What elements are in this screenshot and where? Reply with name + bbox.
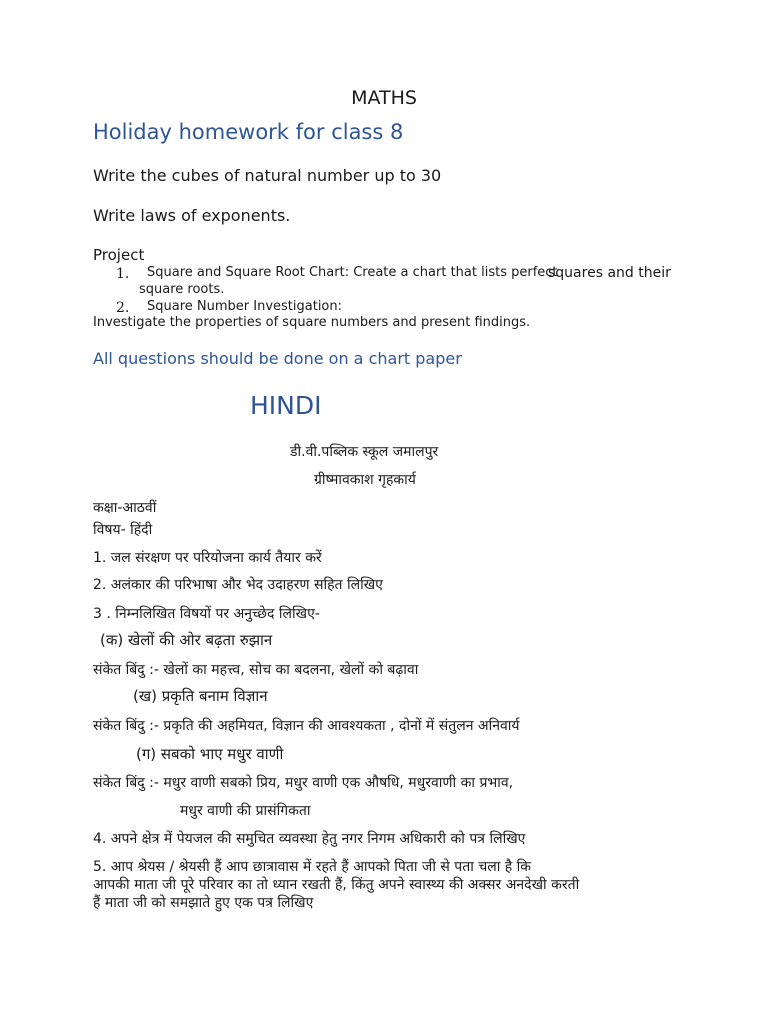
hindi-subtitle: ग्रीष्मावकाश गृहकार्य bbox=[314, 472, 416, 488]
hindi-question-5-line2: आपकी माता जी पूरे परिवार का तो ध्यान रखती हैं, किंतु अपने स्वास्थ्य की अक्सर अनदेखी करती bbox=[93, 877, 580, 893]
project-item-2-line1: Square Number Investigation: bbox=[147, 299, 342, 314]
hindi-question-1: 1. जल संरक्षण पर परियोजना कार्य तैयार करें bbox=[93, 550, 322, 566]
subject-label: विषय- हिंदी bbox=[93, 522, 153, 538]
project-label: Project bbox=[93, 246, 145, 264]
hindi-question-2: 2. अलंकार की परिभाषा और भेद उदाहरण सहित लिखिए bbox=[93, 577, 383, 593]
topic-c: (ग) सबको भाए मधुर वाणी bbox=[136, 745, 284, 763]
topic-b: (ख) प्रकृति बनाम विज्ञान bbox=[133, 687, 268, 705]
topic-a: (क) खेलों की ओर बढ़ता रुझान bbox=[100, 631, 273, 649]
maths-note: All questions should be done on a chart paper bbox=[93, 349, 462, 368]
project-item-1-number: 1. bbox=[116, 266, 130, 282]
hints-c-line2: मधुर वाणी की प्रासंगिकता bbox=[180, 803, 311, 819]
maths-heading: MATHS bbox=[351, 87, 417, 109]
maths-title: Holiday homework for class 8 bbox=[93, 120, 404, 144]
school-name: डी.वी.पब्लिक स्कूल जमालपुर bbox=[290, 444, 439, 460]
hints-b: संकेत बिंदु :- प्रकृति की अहमियत, विज्ञान की आवश्यकता , दोनों में संतुलन अनिवार्य bbox=[93, 718, 520, 734]
project-item-1-line2: square roots. bbox=[139, 282, 225, 297]
hints-a: संकेत बिंदु :- खेलों का महत्त्व, सोच का बदलना, खेलों को बढ़ावा bbox=[93, 662, 419, 678]
project-item-1-line1a: Square and Square Root Chart: Create a chart that lists perfect bbox=[147, 265, 558, 280]
class-label: कक्षा-आठवीं bbox=[93, 500, 157, 516]
hindi-heading: HINDI bbox=[250, 391, 322, 420]
hindi-question-5-line1: 5. आप श्रेयस / श्रेयसी हैं आप छात्रावास में रहते हैं आपको पिता जी से पता चला है कि bbox=[93, 859, 532, 875]
maths-question-1: Write the cubes of natural number up to 30 bbox=[93, 166, 442, 185]
maths-question-2: Write laws of exponents. bbox=[93, 206, 291, 225]
hindi-question-4: 4. अपने क्षेत्र में पेयजल की समुचित व्यवस्था हेतु नगर निगम अधिकारी को पत्र लिखिए bbox=[93, 831, 526, 847]
hints-c-line1: संकेत बिंदु :- मधुर वाणी सबको प्रिय, मधुर वाणी एक औषधि, मधुरवाणी का प्रभाव, bbox=[93, 775, 514, 791]
project-item-1-line1b: squares and their bbox=[548, 265, 671, 281]
project-item-2-number: 2. bbox=[116, 300, 130, 316]
hindi-question-5-line3: हैं माता जी को समझाते हुए एक पत्र लिखिए bbox=[93, 895, 314, 911]
project-item-2-line2: Investigate the properties of square numbers and present findings. bbox=[93, 315, 531, 330]
hindi-question-3: 3 . निम्नलिखित विषयों पर अनुच्छेद लिखिए- bbox=[93, 606, 320, 622]
